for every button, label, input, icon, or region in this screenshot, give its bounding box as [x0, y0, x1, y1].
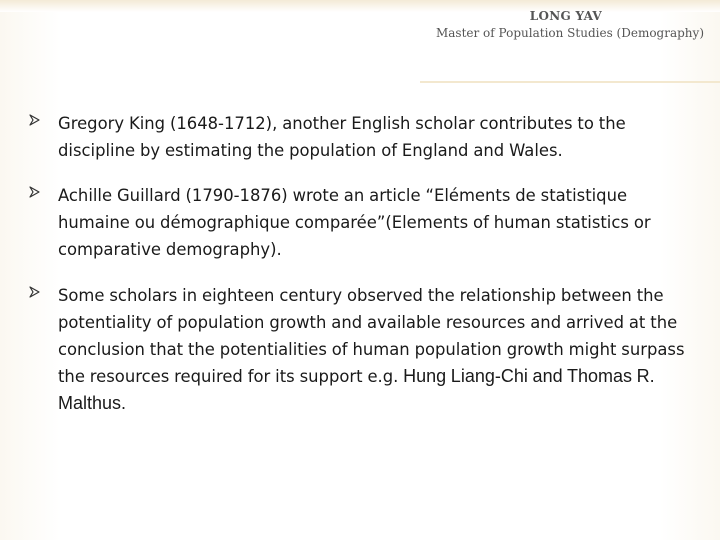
bullet-item — [0, 282, 720, 417]
arrow-bullet-icon — [28, 282, 42, 302]
arrow-bullet-icon — [28, 182, 42, 202]
bullet-item — [0, 110, 720, 164]
bullet-item — [0, 182, 720, 263]
slide-header — [284, 8, 704, 42]
arrow-bullet-icon — [28, 110, 42, 130]
bullet-text: Achille Guillard (1790-1876) wrote an article “Eléments de statistique humaine ou démographique comparée”(Elements of human statistics or comparative demography). — [58, 186, 651, 259]
header-divider — [420, 81, 720, 83]
bullet-text-names: Hung Liang-Chi and Thomas R. Malthus. — [58, 366, 655, 413]
author-name: LONG YAV — [529, 9, 602, 23]
author-subtitle: Master of Population Studies (Demography) — [435, 26, 704, 40]
bullet-text: Gregory King (1648-1712), another English scholar contributes to the discipline by estimating the population of England and Wales. — [58, 114, 626, 160]
bullet-list — [0, 110, 720, 435]
bullet-text — [58, 282, 702, 417]
bullet-text-main: Some scholars in eighteen century observed the relationship between the potentiality of population growth and available resources and arrived at the conclusion that the potentialities of human population growth might surpass the resources required for its support e.g. — [58, 286, 685, 386]
